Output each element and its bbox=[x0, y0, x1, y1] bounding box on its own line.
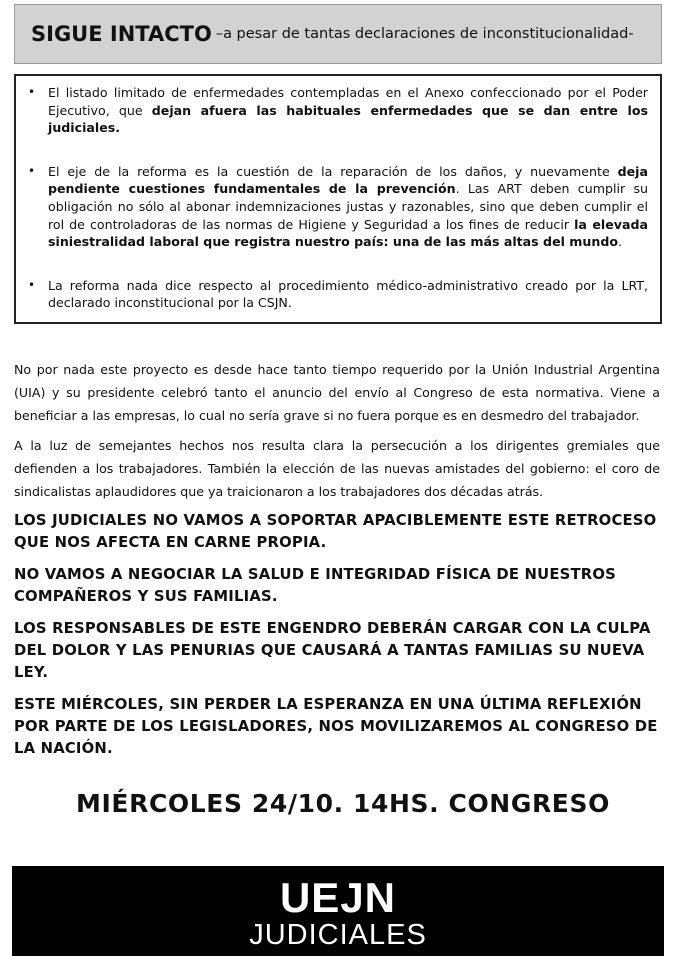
bullet-list bbox=[28, 84, 648, 312]
paragraph: A la luz de semejantes hechos nos resulta clara la persecución a los dirigentes gremiales que defienden a los trabajadores. También la elección de las nuevas amistades del gobierno: el coro de sindicalistas aplaudidores que ya traicionaron a los trabajadores dos décadas atrás. bbox=[14, 438, 660, 499]
bullet-dot-icon: • bbox=[28, 85, 36, 99]
bullet-dot-icon: • bbox=[28, 163, 36, 178]
bullet-text: La reforma nada dice respecto al procedimiento médico-administrativo creado por la LRT, declarado inconstitucional por la CSJN. bbox=[48, 277, 648, 311]
footer-subtitle: JUDICIALES bbox=[249, 919, 427, 951]
bullet-text: El eje de la reforma es la cuestión de la reparación de los daños, y nuevamente bbox=[48, 163, 618, 179]
bullet-bold-text: la elevada siniestralidad laboral que registra nuestro país: una de las más altas del mundo bbox=[48, 216, 648, 250]
bullet-item bbox=[28, 277, 648, 312]
statement: LOS RESPONSABLES DE ESTE ENGENDRO DEBERÁN CARGAR CON LA CULPA DEL DOLOR Y LAS PENURIAS QUE CAUSARÁ A TANTAS FAMILIAS SU NUEVA LEY. bbox=[14, 620, 651, 681]
statement: ESTE MIÉRCOLES, SIN PERDER LA ESPERANZA EN UNA ÚLTIMA REFLEXIÓN POR PARTE DE LOS LEGISLADORES, NOS MOVILIZAREMOS AL CONGRESO DE LA NACIÓN. bbox=[14, 696, 658, 757]
statement: LOS JUDICIALES NO VAMOS A SOPORTAR APACIBLEMENTE ESTE RETROCESO QUE NOS AFECTA EN CARNE PROPIA. bbox=[14, 512, 657, 551]
bullet-item bbox=[28, 163, 648, 251]
uejn-logo: UEJN bbox=[279, 874, 397, 921]
page-title: SIGUE INTACTO bbox=[31, 22, 212, 46]
footer-banner bbox=[12, 866, 664, 956]
statement: NO VAMOS A NEGOCIAR LA SALUD E INTEGRIDAD FÍSICA DE NUESTROS COMPAÑEROS Y SUS FAMILIAS. bbox=[14, 566, 617, 605]
bullet-text: . bbox=[618, 234, 623, 250]
bullet-bold-text: deja pendiente cuestiones fundamentales de la prevención bbox=[48, 163, 648, 197]
paragraph: No por nada este proyecto es desde hace tanto tiempo requerido por la Unión Industrial Argentina (UIA) y su presidente celebró tanto el anuncio del envío al Congreso de esta normativa. Viene a beneficiar a las empresas, lo cual no sería grave si no fuera porque es en desmedro del trabajador. bbox=[14, 362, 660, 423]
bullet-dot-icon: • bbox=[28, 277, 36, 292]
bullet-bold-text: dejan afuera las habituales enfermedades que se dan entre los judiciales. bbox=[48, 102, 648, 136]
bullet-text: El listado limitado de enfermedades contempladas en el Anexo confeccionado por el Poder Ejecutivo, que bbox=[48, 85, 648, 118]
page-header bbox=[14, 4, 662, 64]
bullet-text: . Las ART deben cumplir su obligación no sólo al abonar indemnizaciones justas y razonables, sino que deben cumplir el rol de controladoras de las normas de Higiene y Seguridad a los fines de reducir bbox=[48, 181, 648, 232]
bullet-item bbox=[28, 84, 648, 137]
page-subtitle: –a pesar de tantas declaraciones de inconstitucionalidad- bbox=[215, 26, 634, 42]
event-date: MIÉRCOLES 24/10. 14HS. CONGRESO bbox=[76, 789, 610, 818]
bullet-box bbox=[14, 74, 662, 324]
